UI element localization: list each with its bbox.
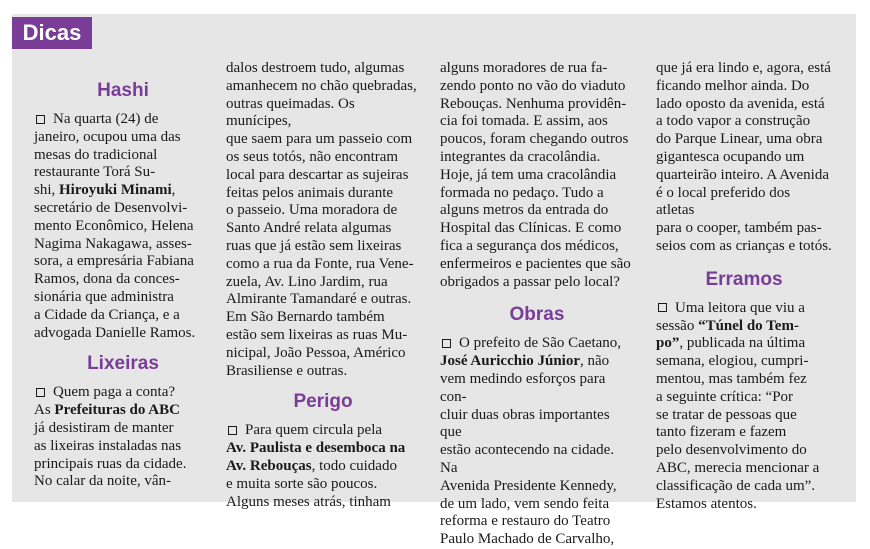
name-hiroyuki: Hiroyuki Minami bbox=[59, 182, 172, 199]
paragraph-hashi: Na quarta (24) de janeiro, ocupou uma das mesas do tradicional restaurante Torá Su- shi, Hiroyuki Minami, secretário de Desenvolvi- mento Econômico, Helena Nagima Nakagawa, asses- sora, a empresária Fabiana Ramos, dona da conces- sionária que administra a Cidade da Criança, e a advogada Danielle Ramos. bbox=[34, 111, 196, 341]
name-jose-auricchio: José Auricchio Júnior bbox=[440, 353, 581, 370]
heading-obras: Obras bbox=[509, 304, 565, 326]
heading-lixeiras: Lixeiras bbox=[87, 353, 159, 375]
heading-perigo: Perigo bbox=[293, 391, 353, 413]
paragraph-erramos: Uma leitora que viu a sessão “Túnel do Tem- po”, publicada na última semana, elogiou, cumpri- mentou, mas também fez a seguinte crítica: “Por se tratar de pessoas que tanto fizeram e fazem pelo desenvolvimento do ABC, merecia mencionar a classificação de cada um”. Estamos atentos. bbox=[656, 299, 820, 512]
column-2 bbox=[226, 60, 420, 511]
bullet-box-icon bbox=[442, 339, 451, 348]
paragraph-lixeiras-cont: dalos destroem tudo, algumas amanhecem no chão quebradas, outras queimadas. Os munícipes, que saem para um passeio com os seus totós, não encontram local para descartar as sujeiras feitas pelos animais durante o passeio. Uma moradora de Santo André relata algumas ruas que já estão sem lixeiras como a rua da Fonte, rua Vene- zuela, Av. Lino Jardim, rua Almirante Tamandaré e outras. Em São Bernardo também estão sem lixeiras as ruas Mu- nicipal, João Pessoa, Américo Brasiliense e outras. bbox=[226, 60, 417, 379]
bullet-box-icon bbox=[228, 426, 237, 435]
line-with-name: shi, Hiroyuki Minami, bbox=[34, 182, 176, 199]
column-4 bbox=[656, 60, 832, 513]
paragraph-perigo: Para quem circula pela Av. Paulista e desemboca na Av. Rebouças, todo cuidado e muita sorte são poucos. Alguns meses atrás, tinham bbox=[226, 422, 406, 510]
bullet-box-icon bbox=[36, 115, 45, 124]
paragraph-obras-cont: que já era lindo e, agora, está ficando melhor ainda. Do lado oposto da avenida, está a todo vapor a construção do Parque Linear, uma obra gigantesca ocupando um quarteirão inteiro. A Avenida é o local preferido dos atletas para o cooper, também pas- seios com as crianças e totós. bbox=[656, 60, 832, 254]
paragraph-obras: O prefeito de São Caetano, José Auricchio Júnior, não vem medindo esforços para con- cluir duas obras importantes que estão acontecendo na cidade. Na Avenida Presidente Kennedy, de um lado, vem sendo feita reforma e restauro do Teatro Paulo Machado de Carvalho, bbox=[440, 335, 622, 548]
column-1 bbox=[34, 79, 212, 491]
section-tag: Dicas bbox=[12, 17, 92, 49]
bullet-box-icon bbox=[658, 303, 667, 312]
line-with-bold: As Prefeituras do ABC bbox=[34, 402, 180, 419]
column-3 bbox=[440, 60, 634, 549]
paragraph-lixeiras: Quem paga a conta? As Prefeituras do ABC já desistiram de manter as lixeiras instaladas nas principais ruas da cidade. No calar da noite, vân- bbox=[34, 384, 187, 490]
bold-av-paulista: Av. Paulista e desemboca na bbox=[226, 440, 406, 457]
heading-hashi: Hashi bbox=[97, 80, 149, 101]
paragraph-perigo-cont: alguns moradores de rua fa- zendo ponto no vão do viaduto Rebouças. Nenhuma providên- cia foi tomada. E assim, aos poucos, foram chegando outros integrantes da cracolândia. Hoje, já tem uma cracolândia formada no pedaço. Tudo a alguns metros da entrada do Hospital das Clínicas. E como fica a segurança dos médicos, enfermeiros e pacientes que são obrigados a passar pelo local? bbox=[440, 60, 631, 290]
bullet-box-icon bbox=[36, 388, 45, 397]
heading-erramos: Erramos bbox=[705, 268, 783, 290]
